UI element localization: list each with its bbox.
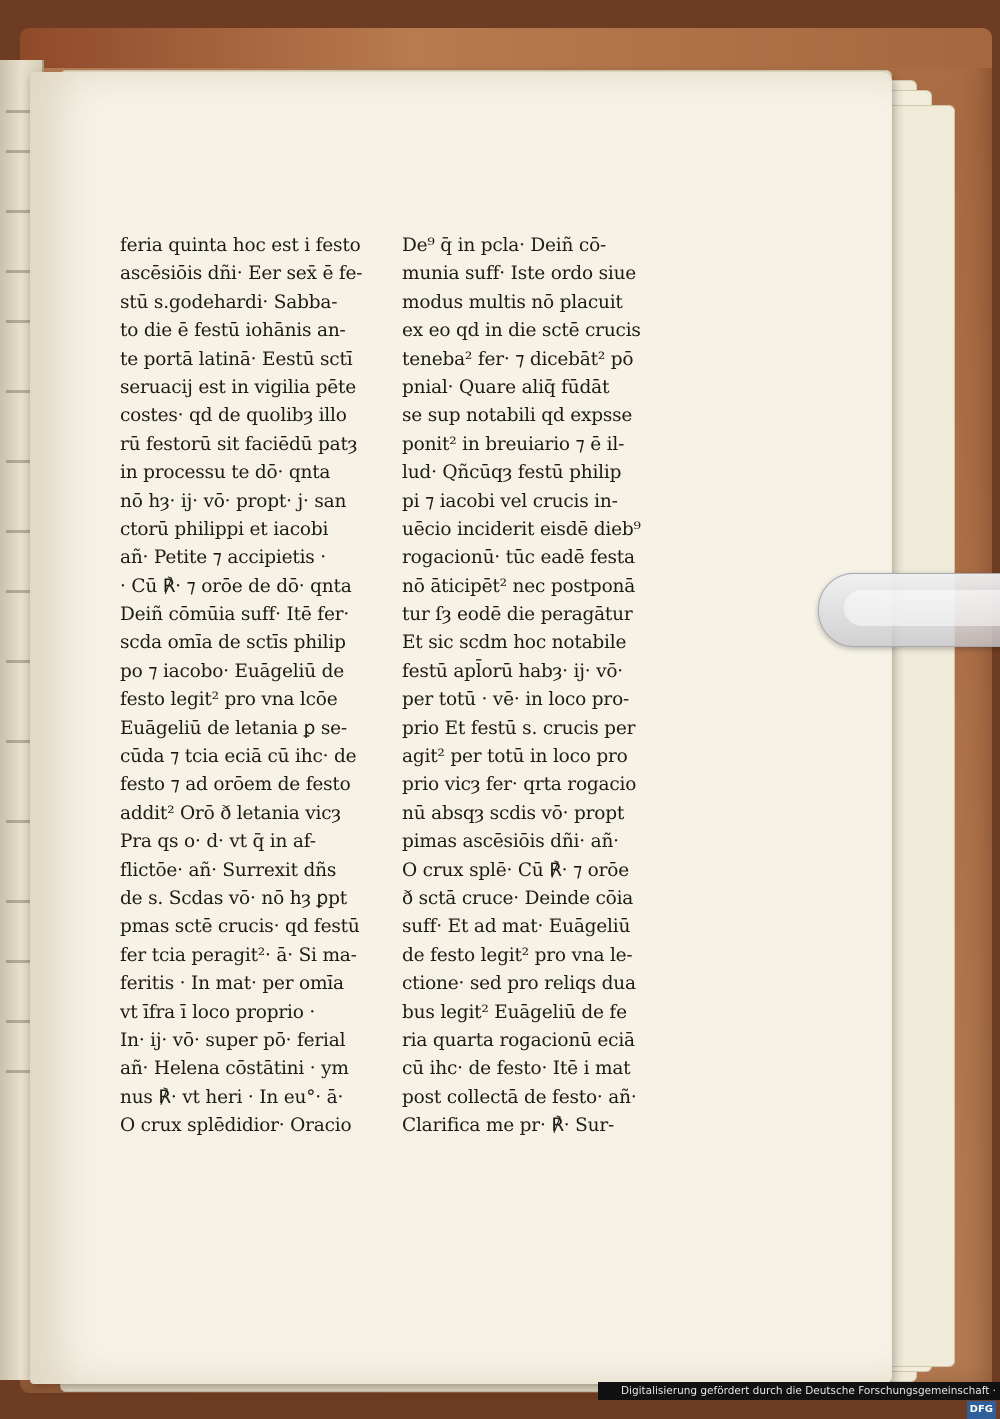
credit-text: Digitalisierung gefördert durch die Deutsche Forschungsgemeinschaft · xyxy=(620,1385,996,1397)
text-line: cū ihc· de festo· Itē i mat xyxy=(402,1058,631,1080)
text-line: ctione· sed pro reliqs dua xyxy=(402,973,636,995)
text-line: seruacij est in vigilia pēte xyxy=(120,376,357,398)
text-line: festo legit² pro vna lcōe xyxy=(120,689,338,711)
text-line: prio vicȝ fer· qrta rogacio xyxy=(402,774,637,796)
text-line: po ⁊ iacobo· Euāgeliū de xyxy=(120,660,344,682)
text-line: to die ē festū iohānis an- xyxy=(120,320,346,342)
text-line: teneba² fer· ⁊ dicebāt² pō xyxy=(402,348,634,370)
cover-top-edge xyxy=(20,28,992,68)
text-line: vt īfra ī loco proprio · xyxy=(120,1001,316,1023)
text-line: prio Et festū s. crucis per xyxy=(402,717,636,739)
text-line: pi ⁊ iacobi vel crucis in- xyxy=(402,490,618,512)
text-line: O crux splēdidior· Oracio xyxy=(120,1115,352,1137)
text-line: nō hȝ· ij· vō· propt· j· san xyxy=(120,490,347,512)
text-line: feria quinta hoc est i festo xyxy=(120,235,361,256)
text-line: pmas sctē crucis· qd festū xyxy=(120,916,360,938)
text-line: addit² Orō ð letania vicȝ xyxy=(120,802,341,824)
text-line: ex eo qd in die sctē crucis xyxy=(402,320,641,342)
text-line: munia suff· Iste ordo siue xyxy=(402,263,637,285)
text-line: ð sctā cruce· Deinde cōia xyxy=(402,887,634,909)
text-line: añ· Helena cōstātini · ym xyxy=(120,1058,349,1080)
text-line: uēcio inciderit eisdē dieb⁹ xyxy=(402,518,641,540)
text-line: scda omīa de sctīs philip xyxy=(120,632,346,654)
text-line: añ· Petite ⁊ accipietis · xyxy=(120,547,326,569)
text-line: Deiñ cōmūia suff· Itē fer· xyxy=(120,604,350,626)
text-line: stū s.godehardi· Sabba- xyxy=(120,291,338,313)
text-line: modus multis nō placuit xyxy=(402,291,623,313)
text-line: per totū · vē· in loco pro- xyxy=(402,689,630,711)
text-line: Et sic scdm hoc notabile xyxy=(402,632,627,654)
text-line: Clarifica me pr· ℟· Sur- xyxy=(402,1115,615,1137)
text-line: in processu te dō· qnta xyxy=(120,462,331,484)
text-line: pimas ascēsiōis dñi· añ· xyxy=(402,831,619,853)
text-line: ponit² in breuiario ⁊ ē il- xyxy=(402,433,625,455)
text-line: suff· Et ad mat· Euāgeliū xyxy=(402,916,631,938)
text-line: festo ⁊ ad orōem de festo xyxy=(120,774,351,796)
text-line: post collectā de festo· añ· xyxy=(402,1086,637,1108)
text-line: nus ℟· vt heri · In eu°· ā· xyxy=(120,1086,344,1108)
digitization-credit xyxy=(598,1382,1000,1415)
text-line: O crux splē· Cū ℟· ⁊ orōe xyxy=(402,859,629,881)
page-clip-highlight xyxy=(844,590,1000,626)
text-line: nō āticipēt² nec postponā xyxy=(402,575,636,597)
dfg-logo: DFG xyxy=(967,1401,996,1419)
text-line: Euāgeliū de letania ꝑ se- xyxy=(120,717,347,739)
text-line: feritis · In mat· per omīa xyxy=(120,973,344,995)
text-column-left xyxy=(120,232,390,1141)
text-line: fer tcia peragit²· ā· Si ma- xyxy=(120,944,357,966)
text-column-right xyxy=(402,232,662,1141)
text-line: de s. Scdas vō· nō hȝ ꝑpt xyxy=(120,887,347,909)
text-line: festū apl̄orū habȝ· ij· vō· xyxy=(402,660,623,682)
text-line: cūda ⁊ tcia eciā cū ihc· de xyxy=(120,746,357,768)
text-line: In· ij· vō· super pō· ferial xyxy=(120,1029,346,1051)
text-line: ascēsiōis dñi· Eer sex̄ ē fe- xyxy=(120,263,363,285)
text-line: · Cū ℟· ⁊ orōe de dō· qnta xyxy=(120,575,352,597)
text-line: rū festorū sit faciēdū patȝ xyxy=(120,433,358,455)
text-line: costes· qd de quolibȝ illo xyxy=(120,405,347,427)
text-line: tur ſȝ eodē die peragātur xyxy=(402,604,633,626)
text-line: de festo legit² pro vna le- xyxy=(402,944,633,966)
text-line: lud· Qñcūqȝ festū philip xyxy=(402,462,622,484)
text-line: bus legit² Euāgeliū de fe xyxy=(402,1001,627,1023)
text-line: agit² per totū in loco pro xyxy=(402,746,628,768)
text-line: pnial· Quare aliq̄ fūdāt xyxy=(402,376,610,398)
text-line: nū absqȝ scdis vō· propt xyxy=(402,802,625,824)
text-line: se sup notabili qd expsse xyxy=(402,405,633,427)
text-line: ctorū philippi et iacobi xyxy=(120,518,329,540)
text-line: rogacionū· tūc eadē festa xyxy=(402,547,635,569)
text-line: De⁹ q̄ in pcla· Deiñ cō- xyxy=(402,235,607,256)
text-line: Pra qs o· d· vt q̄ in af- xyxy=(120,831,316,853)
text-line: flictōe· añ· Surrexit dñs xyxy=(120,859,337,881)
text-line: te portā latinā· Eestū sctī xyxy=(120,348,353,370)
text-line: ria quarta rogacionū eciā xyxy=(402,1029,635,1051)
